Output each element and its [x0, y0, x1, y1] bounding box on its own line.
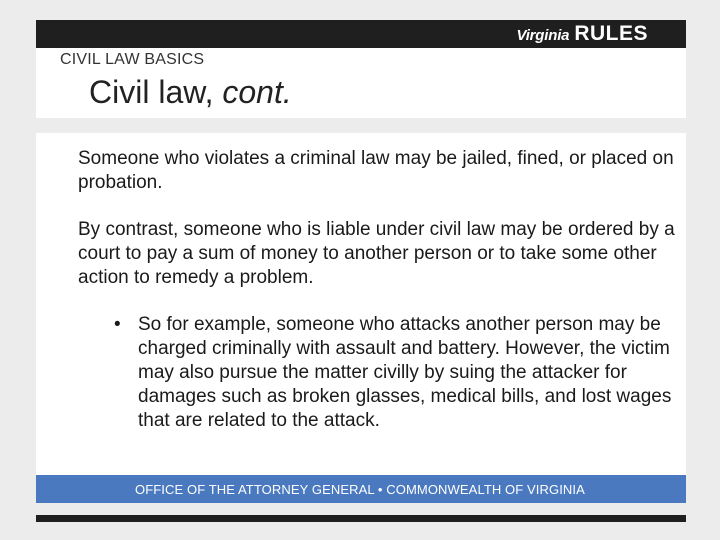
- slide-title-italic: cont.: [222, 74, 292, 110]
- footer-text: OFFICE OF THE ATTORNEY GENERAL • COMMONWEALTH OF VIRGINIA: [135, 482, 585, 497]
- bottom-divider-bar: [36, 515, 686, 522]
- section-kicker: CIVIL LAW BASICS: [60, 51, 205, 68]
- bullet-item: [114, 313, 674, 433]
- bullet-dot: •: [114, 314, 121, 335]
- top-brand-bar: [36, 20, 686, 48]
- footer-bar: [36, 475, 686, 503]
- logo-word-virginia: Virginia: [516, 27, 570, 44]
- paragraph-criminal-law: Someone who violates a criminal law may be jailed, fined, or placed on probation.: [78, 148, 674, 193]
- paragraph-civil-law: By contrast, someone who is liable under civil law may be ordered by a court to pay a sum of money to another person or to take some other action to remedy a problem.: [78, 219, 675, 288]
- slide-title: [89, 74, 292, 111]
- slide-body: [36, 133, 686, 475]
- logo-word-rules: RULES: [574, 22, 648, 45]
- bullet-text: So for example, someone who attacks another person may be charged criminally with assault and battery. However, the victim may also pursue the matter civilly by suing the attacker for damages such as broken glasses, medical bills, and lost wages that are related to the attack.: [138, 314, 672, 431]
- slide-title-main: Civil law,: [89, 74, 223, 110]
- virginia-rules-logo: [516, 21, 648, 49]
- slide-header: [36, 48, 686, 118]
